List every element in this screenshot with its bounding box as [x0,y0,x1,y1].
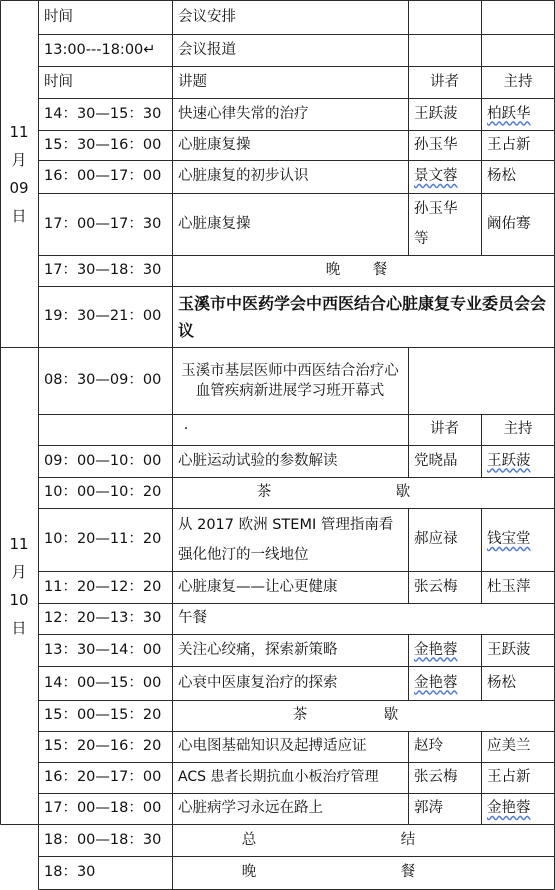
opening-label: 玉溪市基层医师中西医结合治疗心血管疾病新进展学习班开幕式 [181,362,399,399]
time-header: 时间 [44,8,73,25]
session-topic: 从 2017 欧洲 STEMI 管理指南看强化他汀的一线地位 [178,516,394,563]
session-speaker: 孙玉华 [414,136,458,153]
session-host: 王跃菠 [487,641,531,658]
summary-label: 总 结 [241,831,486,848]
speaker-name: 景文蓉 [414,168,458,184]
summary-time: 18：00—18：30 [44,831,162,848]
session-host: 王占新 [487,136,531,153]
session-topic: 关注心绞痛，探索新策略 [178,641,338,658]
break-label: 茶 歇 [256,484,471,500]
session-topic: 心脏康复操 [178,136,251,153]
session-topic: 心脏病学习永远在路上 [178,800,323,816]
meeting-label: 玉溪市中医药学会中西医结合心脏康复专业委员会会议 [178,293,547,340]
column-header-topic: 讲题 [178,73,207,90]
session-time: 14：00—15：00 [44,674,162,691]
session-speaker [408,666,481,700]
agenda-header: 会议安排 [178,8,236,25]
speaker-name: 金艳蓉 [414,641,458,658]
session-speaker: 张云梅 [414,769,458,785]
opening-time: 08：30—09：00 [44,372,162,388]
host-name: 金艳蓉 [487,800,531,816]
break-label: 茶 歇 [292,707,435,723]
session-topic: 心脏康复的初步认识 [178,168,309,184]
session-time: 16：00—17：00 [44,168,162,184]
session-topic: 心电图基础知识及起搏适应证 [178,738,367,754]
column-header-speaker: 讲者 [430,421,459,437]
host-name: 钱宝堂 [487,531,531,547]
final-dinner-label: 晚 餐 [241,863,486,880]
blank-mark: · [183,421,189,437]
date-cell-day1: 11 月 09 日 [9,122,29,225]
session-host: 王占新 [487,769,531,785]
session-topic: 心脏康复操 [178,215,251,232]
session-time: 11：20—12：20 [44,578,162,595]
session-time: 10：20—11：20 [44,531,162,547]
session-topic: 快速心律失常的治疗 [178,105,309,122]
session-time: 14：30—15：30 [44,105,162,122]
meeting-time: 19：30—21：00 [44,308,162,324]
session-speaker: 郝应禄 [414,531,458,547]
session-host [481,508,555,571]
break-time: 10：00—10：20 [44,484,162,500]
session-time: 17：00—17：30 [44,215,162,232]
session-host [481,445,555,477]
column-header-host: 主持 [503,421,533,437]
session-time: 13：30—14：00 [44,641,162,658]
session-speaker: 郭涛 [414,800,443,816]
host-name: 柏跃华 [487,105,531,122]
lunch-label: 午餐 [178,610,207,626]
session-topic: 心脏运动试验的参数解读 [178,452,338,469]
session-topic: 心衰中医康复治疗的探索 [178,674,338,691]
column-header-speaker: 讲者 [430,73,459,90]
session-host: 杨松 [487,674,516,691]
speaker-name: 金艳蓉 [414,674,458,691]
session-time: 17：00—18：00 [44,800,162,816]
session-topic: 心脏康复——让心更健康 [178,578,338,595]
registration-label: 会议报道 [178,41,236,58]
session-speaker: 张云梅 [414,578,458,595]
session-time: 15：30—16：00 [44,136,162,153]
dinner-label: 晚 餐 [325,262,402,278]
date-cell-day2: 11 月 10 日 [9,534,29,637]
session-topic: ACS 患者长期抗血小板治疗管理 [178,769,379,785]
final-dinner-time: 18：30 [44,863,96,880]
session-speaker [408,634,481,666]
session-host: 杨松 [487,168,516,184]
session-speaker: 赵玲 [414,738,443,754]
session-host: 应美兰 [487,738,531,754]
session-speaker [408,160,481,193]
session-time: 09：00—10：00 [44,452,162,469]
registration-time: 13:00---18:00↵ [44,41,156,58]
session-time: 16：20—17：00 [44,769,162,785]
session-speaker [408,98,481,130]
speaker-name: 王跃菠 [414,105,458,122]
host-name: 王跃菠 [487,452,531,469]
session-host: 阚佑骞 [487,215,531,232]
session-speaker: 党晓晶 [414,452,458,469]
dinner-time: 17：30—18：30 [44,262,162,278]
column-header-time: 时间 [44,73,73,90]
session-host [481,98,555,130]
session-host: 杜玉萍 [487,578,531,595]
session-host [481,793,555,824]
lunch-time: 12：20—13：30 [44,610,162,626]
session-speaker: 孙玉华 等 [414,201,458,247]
break-time: 15：00—15：20 [44,707,162,723]
column-header-host: 主持 [503,73,533,90]
session-time: 15：20—16：20 [44,738,162,754]
